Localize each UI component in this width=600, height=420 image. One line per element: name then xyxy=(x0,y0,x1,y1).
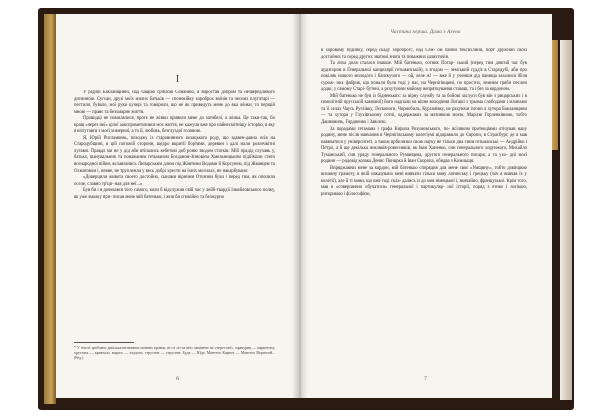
footnote-divider xyxy=(74,342,134,343)
left-page-edges xyxy=(44,14,56,404)
book-gutter xyxy=(292,14,308,398)
footnote: * У тексті зроблено декілька незначних мовних правок, ні от «із-за неї» замінено на «через неї», мракуриц — маркетону, хрустать — кравтало, ворого — злодоги, струсене — струсене. Буда — Юда. Монтего Карнот — Монтего Воргисей... (Ред.) xyxy=(74,346,275,361)
page-number-right: 7 xyxy=(424,376,427,382)
paragraph: У рідній Бакланщинні, над чащою сріблою Сєманню, я виростав добром та незвередливого дитинною. Сугєан, друзі моїх милих батьків — спонокійку хороброх воїнів та чесних плугатарі — пестили, бувало, мої руки кучері та говорили, що не як приведуть мене до яка жінки, то першій мною — правє та безхмарне життя. xyxy=(74,90,275,115)
running-head: Частина перша. Дама з Ахена xyxy=(390,30,461,35)
paragraph: «Доверцили живота своего достойно, сынами вірними Отчизни були і перед тим, як опочили оселе, славно тр'ци- ная для неї...» xyxy=(74,175,275,187)
chapter-number: I xyxy=(175,74,180,85)
paragraph: Був би і я дочекався того самого, коли б відслужив свій час у лейб-гвардії Ізмайловського полку, як уже змалку при- писав мене мій батенько, і жив би спокійно та безжурно xyxy=(74,188,275,200)
right-page-text xyxy=(321,48,527,350)
paragraph: Виряджаючи мене за кордон, мій батенько спорядив для мене своє «Умщину», тобто дзвінцюю виховну грамоту, в якій наказувано мені вивчати тільки мову латинську і грецьку (хоч я вивчав їх у колегії), але й ті мови, що вже тоді скла- дались із до мов німецької і, звичайно, французької. Крім того, мав я «совершенно обучатися» генеральної і партикуляр- ної історії, поряд з етико і логікою, риторикою і філософією, xyxy=(321,165,527,198)
paragraph: Я, Юрій Рисламкевь, походжу із старовинного козацького роду, що здавен-давна осів на Стародубщині, в цій погожій сторонн, щедро вкритії бортями, деревин і далі мали розлечвітні лугами. Правдл ми не у дід аби втіпались кебетові доб роню зводом статків. Мій прадід слухавь у, батька, шанувальник та поважаним гетьманом Богданом-Зиновієм Хмельницьким підіймали стяги всенародної війни, вславлялись Липарським длюн під Жовтими Водами й Корсунем, під Жванцем та Охматовом і, певне, не трупленли у весь добрі хрести на їхніх могилах, не накарбувано: xyxy=(74,135,275,174)
paragraph: Та лиха доля сталася інакше. Мій батенько, сотник Погар- ський (перед тим довгий час був аудитором в Генеральної канцелярії гетьманській), а згодом — земський судд'я в Стародубі, аби про покілик нашого молодого і блискучого — ой, леле ж! — вже й у ученши дід панища захолися ібіля сурож- них фабрик, що понали були тоді у нас, на Чернігівщині, по простих, лемнкм грябн песлин додю; у самому Старі- бутені, а рєхутуючи мойому вепряткування ставаш, та і без за кордоном. xyxy=(321,61,527,93)
right-page-edges xyxy=(560,40,572,400)
page-number-left: 6 xyxy=(176,376,179,382)
paragraph: Мій батенько не був із бідненьких: за вірну службу та за бойові заслуги був він з рицарських і в семилітній прусській кампанії) його надпали на вічне володіння Лоташі з трьома слободами і млинами та її селах Чаусь Ругаївку, Лєсконоги, Чорнобиль, Курганівку, не рахуючи ізгоин а хутора Бакланщини — та хуторя у Глухівському сотні, оддержавих за матинкою моєю, Марією Горленківною, тобто Дашковичь, Гордиенко і Завілєю. xyxy=(321,93,527,126)
left-page xyxy=(56,14,299,398)
paragraph: За порадами гетьмана і графа Кирила Розумовського, по- всіляким протекціями отічував наиу родину, мене після навчання в Чернігівському колегіумі відправили до Європи, в Страсбург, де я мав наввчатися у університеті, а також прбилизки свою науку не тільки дна сини гетьманські — Андрійко і Петро, а й ще декілька земляків-ровесників, як Іван Ханенко, син генерального хорунжого, Михайло Туманський, син уряду генерального Румянцева, другого генерального писаря, а та ухо- дні моєї родини — родовід козака Денис Понирка й Іван Скоропа, обидва з Козельщя. xyxy=(321,126,527,165)
bookmark-ribbon xyxy=(552,40,558,150)
right-page xyxy=(299,14,552,398)
paragraph: в хоровому будинку, серед скаду хороброгс, над Сєм- ом панни тексихлини, порт дружнин своєї достойноі та серед других зватниі знати та поважних шляхтичів. xyxy=(321,48,527,60)
paragraph: Провидці не помилялися, проте не жінки привели мене до загибелі, а жінка. Це таки-так, бо кращ «через неї» цілої аакспрометизився моє життя, не кажучи вже про найнесмітніщу історію, в яку я вплутався з моєї химерної, а то й, любовь, безглуздої головою. xyxy=(74,116,275,135)
left-page-text xyxy=(74,90,275,342)
